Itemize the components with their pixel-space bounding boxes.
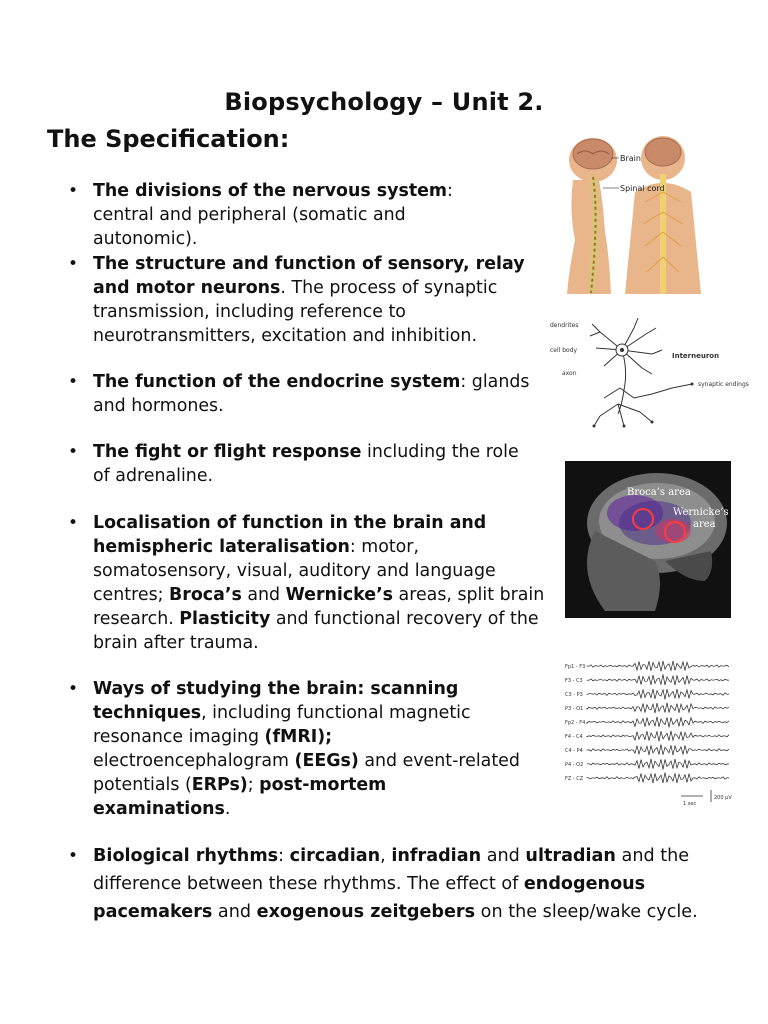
bullet-text-segment: Localisation of function in the brain and hemispheric lateralisation bbox=[93, 513, 487, 557]
bullet-text-segment: ultradian bbox=[525, 846, 616, 866]
eeg-trace bbox=[587, 717, 729, 728]
bullet-item bbox=[93, 440, 538, 488]
bullet-text-segment: endogenous pacemakers bbox=[93, 874, 646, 922]
eeg-trace bbox=[587, 703, 729, 713]
eeg-channel-label: Fp1 - F3 bbox=[565, 664, 586, 670]
bullet-text-segment: Plasticity bbox=[179, 609, 271, 629]
cell-body-label: cell body bbox=[550, 347, 578, 354]
wernickes-area-label: area bbox=[693, 519, 716, 530]
bullet-text-segment: (EEGs) bbox=[294, 751, 359, 771]
bullet-text-segment: The divisions of the nervous system bbox=[93, 181, 448, 201]
bullet-text-segment: circadian bbox=[289, 846, 381, 866]
bullet-item bbox=[93, 511, 558, 655]
eeg-time-scale: 1 sec bbox=[683, 801, 697, 807]
axon-label: axon bbox=[562, 370, 577, 377]
bullet-text-segment: areas, split brain research. bbox=[93, 585, 545, 629]
bullet-text-segment: including the role of adrenaline. bbox=[93, 442, 519, 486]
wernickes-label: Wernicke’s bbox=[673, 507, 729, 518]
bullet-text-segment: and bbox=[241, 585, 286, 605]
bullet-text-segment: : motor, somatosensory, visual, auditory and language centres; bbox=[93, 537, 496, 605]
bullet-item bbox=[93, 179, 513, 251]
bullet-item bbox=[93, 677, 528, 821]
bullet-text-segment: and functional recovery of the brain after trauma. bbox=[93, 609, 539, 653]
bullet-item bbox=[93, 370, 543, 418]
bullet-text-segment: . The process of synaptic transmission, including reference to neurotransmitters, excitation and inhibition. bbox=[93, 278, 498, 346]
bullet-text-segment: and event-related potentials ( bbox=[93, 751, 520, 795]
eeg-channel-label: FZ - CZ bbox=[565, 776, 584, 782]
bullet-text-segment: exogenous zeitgebers bbox=[256, 902, 476, 922]
dendrites-label: dendrites bbox=[550, 322, 579, 329]
bullet-text-segment: and bbox=[481, 846, 526, 866]
eeg-channel-label: Fp2 - F4 bbox=[565, 720, 586, 726]
eeg-figure bbox=[563, 658, 733, 810]
bullet-item bbox=[93, 842, 718, 926]
bullet-text-segment: The function of the endocrine system bbox=[93, 372, 461, 392]
bullet-text-segment: Broca’s bbox=[169, 585, 242, 605]
bullet-text-segment: : glands and hormones. bbox=[93, 372, 530, 416]
bullet-text-segment: ERPs) bbox=[191, 775, 248, 795]
bullet-text-segment: ; bbox=[247, 775, 260, 795]
bullet-text-segment: , bbox=[380, 846, 392, 866]
bullet-text-segment: (fMRI); bbox=[264, 727, 333, 747]
eeg-channel-label: C4 - P4 bbox=[565, 748, 583, 754]
bullet-text-segment: , including functional magnetic resonance imaging bbox=[93, 703, 471, 747]
bullet-text-segment: Ways of studying the brain: scanning techniques bbox=[93, 679, 459, 723]
brocas-area-label: Broca’s area bbox=[627, 487, 691, 498]
eeg-trace bbox=[587, 731, 729, 742]
eeg-channel-label: P4 - O2 bbox=[565, 762, 584, 768]
eeg-trace bbox=[587, 773, 729, 784]
eeg-amp-scale: 200 µV bbox=[714, 795, 732, 801]
eeg-trace bbox=[587, 745, 729, 756]
bullet-text-segment: : bbox=[278, 846, 290, 866]
document-title: Biopsychology – Unit 2. bbox=[224, 88, 544, 116]
eeg-trace bbox=[587, 759, 729, 770]
bullet-text-segment: on the sleep/wake cycle. bbox=[475, 902, 698, 922]
spine-figure bbox=[563, 132, 715, 294]
section-heading: The Specification: bbox=[47, 125, 290, 153]
spinal-cord-label: Spinal cord bbox=[620, 184, 665, 193]
bullet-text-segment: The structure and function of sensory, relay and motor neurons bbox=[93, 254, 525, 298]
eeg-channel-label: F4 - C4 bbox=[565, 734, 583, 740]
eeg-channel-label: P3 - O1 bbox=[565, 706, 584, 712]
bullet-text-segment: and the difference between these rhythms. The effect of bbox=[93, 846, 690, 894]
bullet-item bbox=[93, 252, 533, 348]
bullet-text-segment: and bbox=[212, 902, 257, 922]
brain-label: Brain bbox=[620, 154, 641, 163]
bullet-text-segment: Wernicke’s bbox=[285, 585, 394, 605]
mri-figure bbox=[565, 461, 731, 618]
eeg-trace bbox=[587, 661, 729, 671]
eeg-channel-label: C3 - P3 bbox=[565, 692, 583, 698]
interneuron-label: Interneuron bbox=[672, 352, 720, 360]
synaptic-endings-label: synaptic endings bbox=[698, 381, 749, 388]
bullet-text-segment: infradian bbox=[391, 846, 482, 866]
eeg-trace bbox=[587, 675, 729, 686]
bullet-text-segment: : central and peripheral (somatic and autonomic). bbox=[93, 181, 453, 249]
bullet-text-segment: . bbox=[224, 799, 231, 819]
bullet-text-segment: post-mortem examinations bbox=[93, 775, 387, 819]
neuron-figure bbox=[548, 312, 756, 440]
bullet-text-segment: electroencephalogram bbox=[93, 751, 295, 771]
eeg-trace bbox=[587, 689, 729, 699]
bullet-text-segment: The fight or flight response bbox=[93, 442, 362, 462]
bullet-text-segment: Biological rhythms bbox=[93, 846, 279, 866]
eeg-channel-label: F3 - C3 bbox=[565, 678, 583, 684]
